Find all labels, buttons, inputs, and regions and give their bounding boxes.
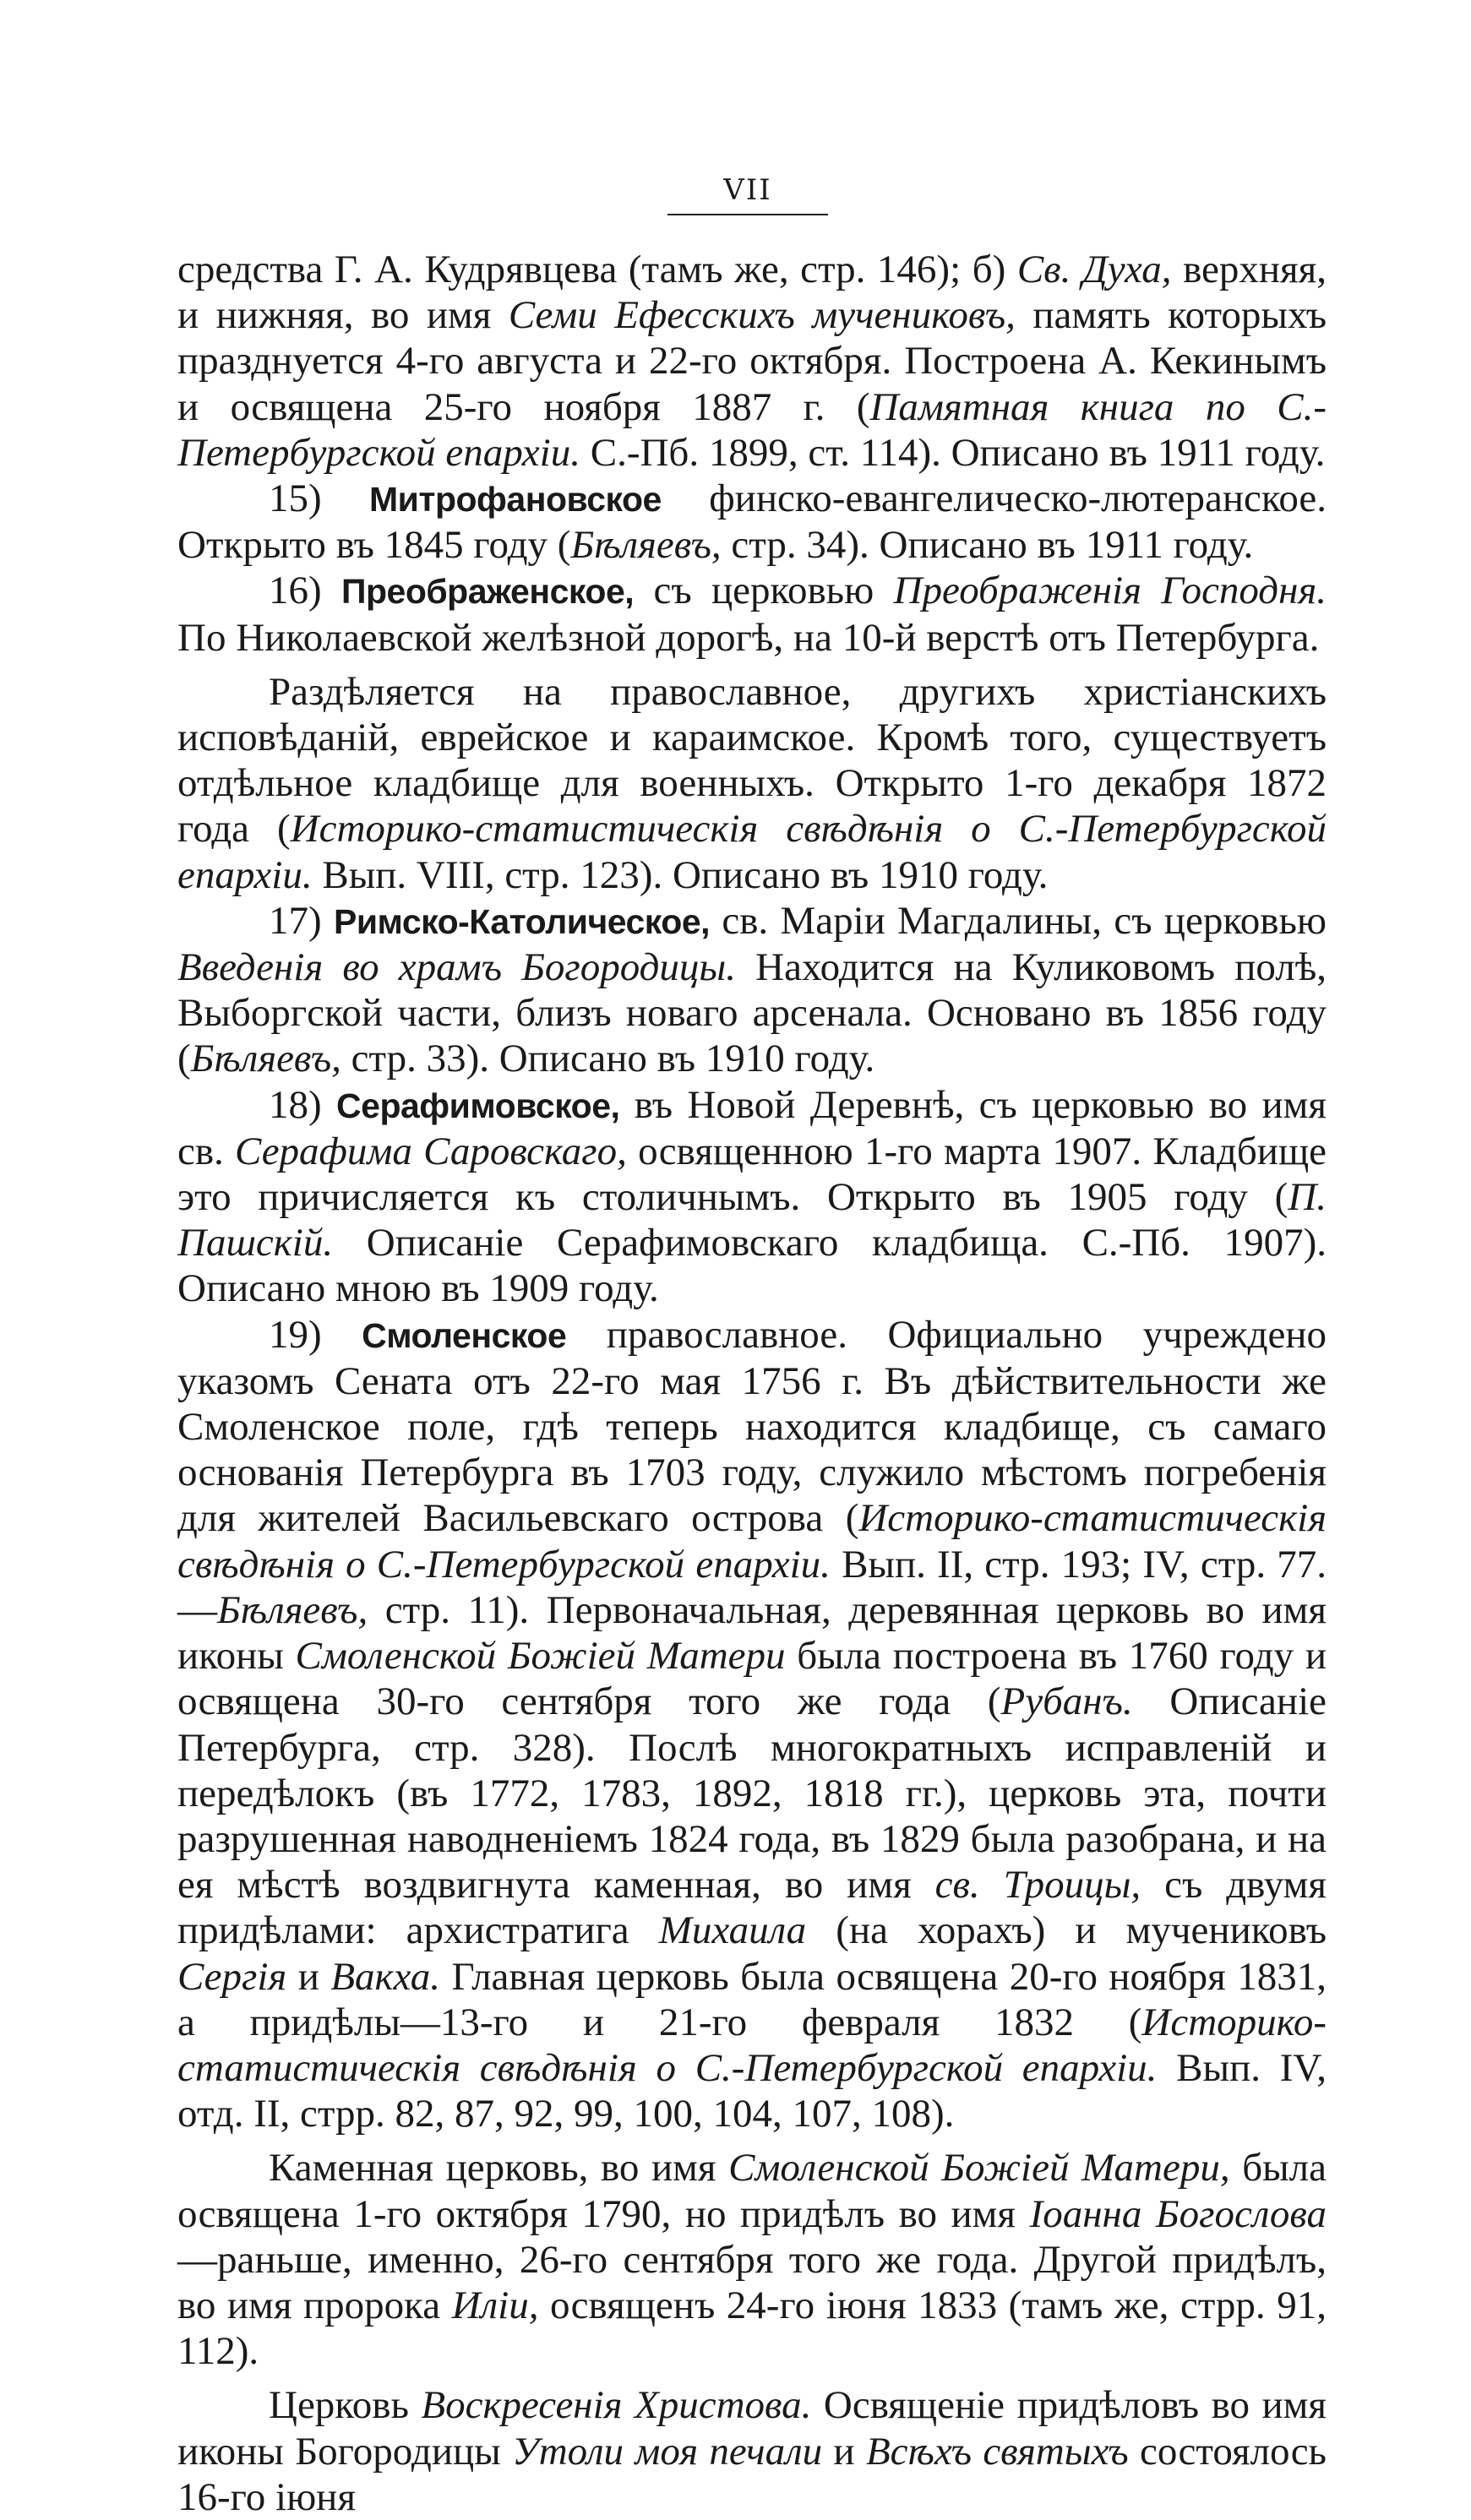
paragraph [177,247,1327,476]
text-run: Каменная церковь, во имя [269,2146,729,2191]
text-run: Церковь [269,2383,422,2428]
italic-text: Всѣхъ святыхъ [865,2429,1129,2474]
paragraph [177,669,1327,898]
paragraph-entry-19 [177,1312,1327,2137]
text-run: С.-Пб. 1899, ст. 114). Описано въ 1911 году. [580,430,1326,475]
italic-text: Памятная книга по С.-Петербургской епархіи. [177,384,1327,475]
text-run: Раздѣляется на православное, другихъ христіанскихъ исповѣданій, еврейское и караимское. Кромѣ того, существуетъ отдѣльное кладбище для военныхъ. Открыто 1-го декабря 1872 года ( [177,669,1327,852]
text-run: св. Маріи Магдалины, съ церковью [710,898,1327,943]
italic-text: Иліи, [451,2283,539,2327]
italic-text: Бѣляевъ, [217,1587,368,1632]
paragraph-entry-17 [177,898,1327,1082]
text-run: Вып. II, стр. 193; IV, стр. 77.— [177,1542,1327,1632]
text-run: была освящена 1-го октября 1790, но придѣлъ во имя [177,2146,1327,2236]
text-run: 17) [269,898,334,943]
italic-text: П. Пашскій. [177,1175,1327,1265]
italic-text: Историко-статистическія свѣдѣнія о С.-Петербургской епархіи. [177,807,1327,897]
text-run: православное. Официально учреждено указомъ Сената отъ 22-го мая 1756 г. Въ дѣйствительности же Смоленское поле, гдѣ теперь находится кладбище, съ самаго основанія Петербурга въ 1703 году, служило мѣстомъ погребенія для жителей Васильевскаго острова ( [177,1312,1327,1541]
italic-text: Воскресенія Христова. [421,2383,812,2428]
text-run: 15) [269,476,370,521]
italic-text: Вакха. [330,1954,441,1999]
italic-text: Рубанъ. [1000,1679,1133,1724]
text-run: и [822,2429,866,2474]
text-run: и [286,1954,331,1999]
italic-text: Михаила [658,1908,807,1953]
italic-text: Историко-статистическія свѣдѣнія о С.-Петербургской епархіи. [177,1496,1327,1587]
text-run: стр. 11). Первоначальная, деревянная церковь во имя иконы [177,1587,1327,1679]
entry-name: Преображенское, [341,572,635,612]
italic-text: Іоанна Богослова [1029,2191,1327,2236]
italic-text: Сергія [177,1954,287,1999]
text-run: 16) [269,569,341,613]
page-body [177,247,1327,2520]
italic-text: Св. Духа, [1016,248,1172,291]
text-run: освященъ 24-го іюня 1833 (тамъ же, стрр. 91, 112). [177,2283,1327,2374]
text-run: Вып. IV, отд. II, стрр. 82, 87, 92, 99, 100, 104, 107, 108). [177,2045,1327,2136]
italic-text: Историко-статистическія свѣдѣнія о С.-Петербургской епархіи. [177,2000,1327,2090]
text-run: (на хорахъ) и мучениковъ [806,1908,1327,1953]
italic-text: Семи Ефесскихъ мучениковъ, [508,293,1016,338]
italic-text: Введенія во храмъ Богородицы. [177,945,736,990]
paragraph [177,2382,1327,2520]
text-run: —раньше, именно, 26-го сентября того же года. Другой придѣлъ, во имя пророка [177,2237,1327,2327]
italic-text: Бѣляевъ, [190,1037,341,1081]
italic-text: Смоленской Божіей Матери [295,1634,786,1679]
italic-text: св. Троицы, [934,1863,1141,1908]
entry-name: Римско-Католическое, [333,901,711,941]
text-run: стр. 34). Описано въ 1911 году. [721,523,1254,568]
text-run: Описаніе Петербурга, стр. 328). Послѣ многократныхъ исправленій и передѣлокъ (въ 1772, 1783, 1892, 1818 гг.), церковь эта, почти разрушенная наводненіемъ 1824 года, въ 1829 была разобрана, и на ея мѣстѣ воздвигнута каменная, во имя [177,1679,1327,1908]
text-run: Освященіе придѣловъ во имя иконы Богородицы [177,2383,1327,2474]
paragraph [177,2145,1327,2374]
text-run: средства Г. А. Кудрявцева (тамъ же, стр. 146); б) [177,248,1017,291]
text-run: По Николаевской желѣзной дорогѣ, на 10-й верстѣ отъ Петербурга. [177,615,1320,660]
text-run: верхняя, и нижняя, во имя [177,248,1327,338]
text-run: съ двумя придѣлами: архистратига [177,1863,1327,1953]
text-run: финско-евангелическо-лютеранское. Открыто въ 1845 году ( [177,476,1327,568]
paragraph-entry-15 [177,476,1327,568]
text-run: освященною 1-го марта 1907. Кладбище это причисляется къ столичнымъ. Открыто въ 1905 году ( [177,1129,1327,1220]
italic-text: Утоли моя печали [512,2429,823,2474]
text-run: память которыхъ празднуется 4-го августа и 22-го октября. Построена А. Кекинымъ и освящена 25-го ноября 1887 г. ( [177,293,1327,429]
text-run: состоялось 16-го іюня [177,2429,1327,2519]
entry-name: Митрофановское [369,480,662,520]
italic-text: Серафима Саровскаго, [235,1129,627,1173]
paragraph-entry-18 [177,1082,1327,1312]
italic-text: Бѣляевъ, [570,523,722,568]
text-run: съ церковью [634,569,894,613]
text-run: 18) [269,1082,337,1127]
italic-text: Смоленской Божіей Матери, [728,2146,1230,2191]
page-number: VII [723,173,772,207]
entry-name: Смоленское [362,1315,567,1355]
text-run: Главная церковь была освящена 20-го ноября 1831, а придѣлы—13-го и 21-го февраля 1832 ( [177,1954,1327,2044]
text-run: стр. 33). Описано въ 1910 году. [341,1037,875,1081]
italic-text: Преображенія Господня. [893,569,1327,613]
paragraph-entry-16 [177,568,1327,660]
text-run: Вып. VIII, стр. 123). Описано въ 1910 году. [312,852,1049,897]
text-run: въ Новой Деревнѣ, съ церковью во имя св. [177,1082,1327,1173]
text-run: Описаніе Серафимовскаго кладбища. С.-Пб. 1907). Описано мною въ 1909 году. [177,1221,1327,1311]
entry-name: Серафимовское, [336,1086,620,1125]
text-run: была построена въ 1760 году и освящена 30-го сентября того же года ( [177,1634,1327,1724]
text-run: 19) [269,1312,362,1357]
header-rule [667,214,828,215]
text-run: Находится на Куликовомъ полѣ, Выборгской части, близъ новаго арсенала. Основано въ 1856 году ( [177,945,1327,1081]
